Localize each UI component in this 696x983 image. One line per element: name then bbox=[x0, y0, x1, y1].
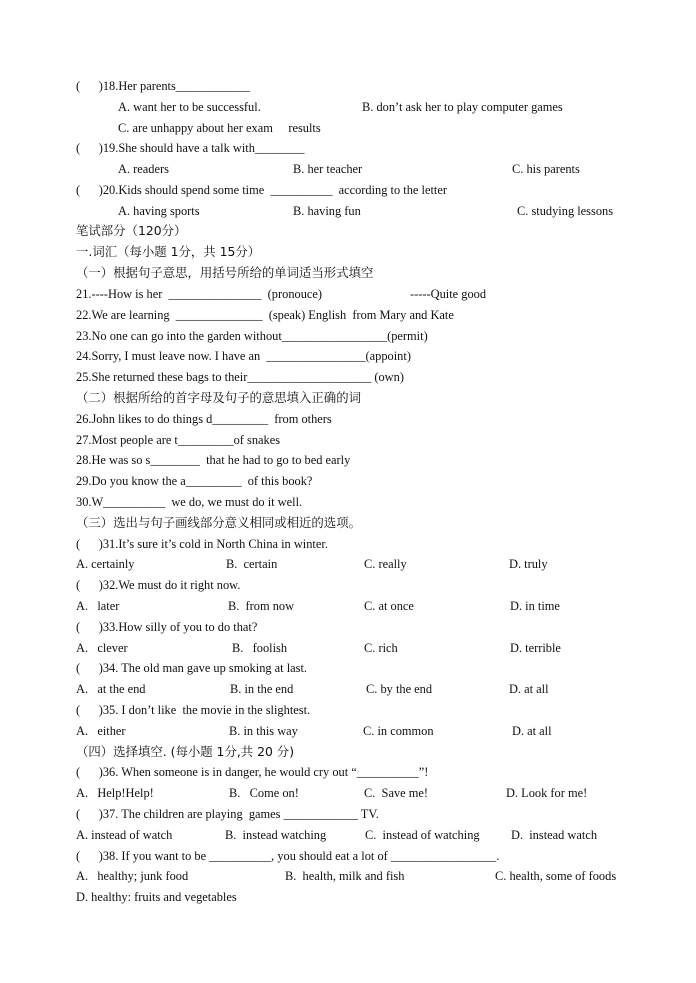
text-line bbox=[0, 326, 696, 346]
text-line bbox=[0, 554, 696, 574]
text-segment: D. terrible bbox=[510, 641, 561, 655]
text-segment: ( )33.How silly of you to do that? bbox=[76, 620, 258, 634]
text-segment: ( )32.We must do it right now. bbox=[76, 578, 241, 592]
text-segment: C. rich bbox=[364, 641, 398, 655]
text-line bbox=[0, 721, 696, 741]
text-segment: A. readers bbox=[118, 162, 169, 176]
text-segment: C. really bbox=[364, 557, 407, 571]
text-segment: 30.W__________ we do, we must do it well. bbox=[76, 495, 303, 509]
text-segment: ( )20.Kids should spend some time __________ according to the letter bbox=[76, 183, 447, 197]
text-line bbox=[0, 242, 696, 262]
text-segment: 28.He was so s________ that he had to go to bed early bbox=[76, 453, 351, 467]
text-segment: ( )35. I don’t like the movie in the slightest. bbox=[76, 703, 311, 717]
text-line bbox=[0, 804, 696, 824]
text-line bbox=[0, 596, 696, 616]
text-line bbox=[0, 118, 696, 138]
text-segment: B. from now bbox=[228, 599, 295, 613]
text-segment: 22.We are learning ______________ (speak) English from Mary and Kate bbox=[76, 308, 454, 322]
text-segment: （三）选出与句子画线部分意义相同或相近的选项。 bbox=[76, 515, 361, 530]
text-segment: C. studying lessons bbox=[517, 204, 614, 218]
text-segment: D. instead watch bbox=[511, 828, 598, 842]
text-line bbox=[0, 159, 696, 179]
text-segment: ( )38. If you want to be __________, you should eat a lot of _________________. bbox=[76, 849, 500, 863]
text-line bbox=[0, 700, 696, 720]
text-segment: B. don’t ask her to play computer games bbox=[362, 100, 563, 114]
text-segment: ( )34. The old man gave up smoking at last. bbox=[76, 661, 308, 675]
text-line bbox=[0, 471, 696, 491]
text-line bbox=[0, 679, 696, 699]
text-line bbox=[0, 887, 696, 907]
text-line bbox=[0, 284, 696, 304]
text-segment: ( )37. The children are playing games ____________ TV. bbox=[76, 807, 379, 821]
text-segment: （四）选择填空. (每小题 1分,共 20 分) bbox=[76, 744, 295, 759]
text-segment: ( )19.She should have a talk with________ bbox=[76, 141, 305, 155]
text-segment: B. her teacher bbox=[293, 162, 363, 176]
text-line bbox=[0, 263, 696, 283]
text-segment: 23.No one can go into the garden without_________________(permit) bbox=[76, 329, 428, 343]
text-line bbox=[0, 430, 696, 450]
text-segment: A. want her to be successful. bbox=[118, 100, 261, 114]
text-line bbox=[0, 180, 696, 200]
text-line bbox=[0, 450, 696, 470]
text-line bbox=[0, 388, 696, 408]
text-segment: （一）根据句子意思，用括号所给的单词适当形式填空 bbox=[76, 265, 374, 280]
text-line bbox=[0, 513, 696, 533]
text-line bbox=[0, 305, 696, 325]
text-segment: B. certain bbox=[226, 557, 278, 571]
text-segment: C. Save me! bbox=[364, 786, 429, 800]
text-segment: B. Come on! bbox=[229, 786, 299, 800]
text-segment: 一.词汇（每小题 1分，共 15分） bbox=[76, 244, 261, 259]
text-line bbox=[0, 534, 696, 554]
text-segment: D. at all bbox=[509, 682, 549, 696]
text-line bbox=[0, 346, 696, 366]
text-line bbox=[0, 97, 696, 117]
text-segment: 26.John likes to do things d_________ from others bbox=[76, 412, 332, 426]
text-line bbox=[0, 783, 696, 803]
text-segment: 笔试部分（120分） bbox=[76, 223, 187, 238]
text-segment: C. in common bbox=[363, 724, 434, 738]
text-line bbox=[0, 825, 696, 845]
text-segment: B. health, milk and fish bbox=[285, 869, 405, 883]
text-segment: 27.Most people are t_________of snakes bbox=[76, 433, 281, 447]
text-line bbox=[0, 866, 696, 886]
text-line bbox=[0, 138, 696, 158]
text-segment: C. his parents bbox=[512, 162, 580, 176]
text-segment: A. instead of watch bbox=[76, 828, 173, 842]
text-segment: 29.Do you know the a_________ of this book? bbox=[76, 474, 313, 488]
text-line bbox=[0, 409, 696, 429]
text-segment: （二）根据所给的首字母及句子的意思填入正确的词 bbox=[76, 390, 361, 405]
text-line bbox=[0, 367, 696, 387]
text-segment: A. having sports bbox=[118, 204, 200, 218]
text-segment: ( )18.Her parents____________ bbox=[76, 79, 251, 93]
text-line bbox=[0, 617, 696, 637]
text-line bbox=[0, 846, 696, 866]
text-line bbox=[0, 201, 696, 221]
text-segment: D. Look for me! bbox=[506, 786, 588, 800]
text-line bbox=[0, 492, 696, 512]
text-segment: D. in time bbox=[510, 599, 560, 613]
text-segment: A. clever bbox=[76, 641, 128, 655]
text-segment: A. certainly bbox=[76, 557, 135, 571]
text-segment: D. healthy: fruits and vegetables bbox=[76, 890, 237, 904]
text-segment: A. healthy; junk food bbox=[76, 869, 189, 883]
text-line bbox=[0, 221, 696, 241]
text-segment: D. at all bbox=[512, 724, 552, 738]
text-segment: -----Quite good bbox=[410, 287, 487, 301]
text-line bbox=[0, 762, 696, 782]
text-segment: C. instead of watching bbox=[365, 828, 480, 842]
text-line bbox=[0, 742, 696, 762]
text-segment: 21.----How is her _______________ (pronouce) bbox=[76, 287, 323, 301]
text-segment: ( )31.It’s sure it’s cold in North China in winter. bbox=[76, 537, 328, 551]
text-segment: 24.Sorry, I must leave now. I have an ________________(appoint) bbox=[76, 349, 411, 363]
text-segment: C. at once bbox=[364, 599, 414, 613]
text-segment: ( )36. When someone is in danger, he would cry out “__________”! bbox=[76, 765, 429, 779]
text-line bbox=[0, 658, 696, 678]
text-segment: B. instead watching bbox=[225, 828, 327, 842]
text-segment: B. in this way bbox=[229, 724, 298, 738]
text-segment: B. foolish bbox=[232, 641, 288, 655]
text-line bbox=[0, 638, 696, 658]
text-segment: C. are unhappy about her exam results bbox=[118, 121, 321, 135]
text-segment: A. either bbox=[76, 724, 126, 738]
text-segment: B. in the end bbox=[230, 682, 294, 696]
text-segment: A. Help!Help! bbox=[76, 786, 154, 800]
text-segment: D. truly bbox=[509, 557, 548, 571]
text-line bbox=[0, 76, 696, 96]
text-line bbox=[0, 575, 696, 595]
text-segment: C. by the end bbox=[366, 682, 433, 696]
text-segment: B. having fun bbox=[293, 204, 361, 218]
text-segment: 25.She returned these bags to their____________________ (own) bbox=[76, 370, 404, 384]
text-segment: C. health, some of foods bbox=[495, 869, 617, 883]
text-segment: A. at the end bbox=[76, 682, 146, 696]
text-segment: A. later bbox=[76, 599, 120, 613]
